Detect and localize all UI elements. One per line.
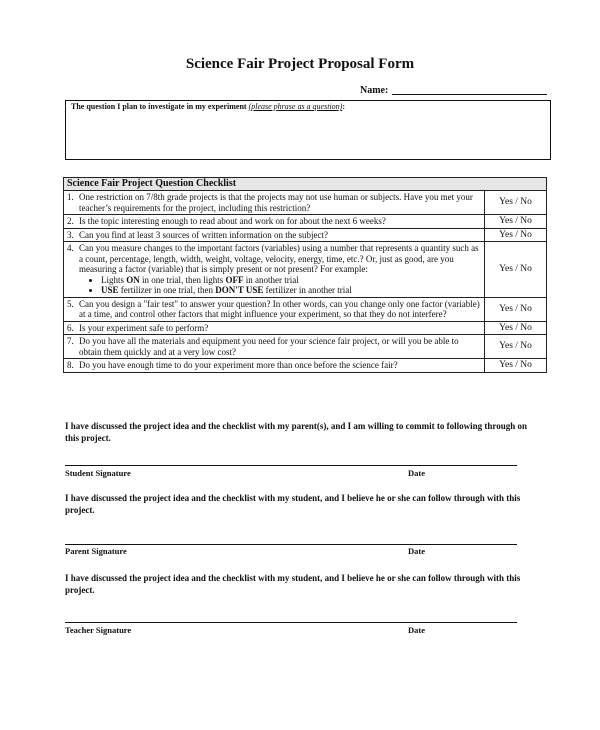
teacher-statement: I have discussed the project idea and the checklist with my student, and I believe he or she can follow through with this project. bbox=[65, 573, 521, 595]
checklist-row bbox=[64, 321, 547, 335]
question-box[interactable] bbox=[65, 100, 551, 160]
question-number: 2. bbox=[67, 216, 74, 226]
checklist-question bbox=[64, 242, 485, 298]
question-number: 3. bbox=[67, 229, 74, 240]
question-text: Can you find at least 3 sources of written information on the subject? bbox=[79, 229, 328, 240]
parent-signature-label: Parent Signature bbox=[65, 546, 127, 556]
checklist-row bbox=[64, 242, 547, 298]
checklist-row bbox=[64, 297, 547, 321]
checklist-row bbox=[64, 335, 547, 359]
example-item bbox=[101, 275, 481, 286]
parent-signature-line[interactable] bbox=[65, 544, 517, 545]
checklist-row bbox=[64, 228, 547, 242]
yes-no-answer[interactable]: Yes / No bbox=[485, 215, 547, 229]
yes-no-answer[interactable]: Yes / No bbox=[485, 191, 547, 215]
teacher-date-label: Date bbox=[408, 625, 425, 635]
checklist-question bbox=[64, 228, 485, 242]
student-date-label: Date bbox=[408, 468, 425, 478]
example-emphasis: DON'T USE bbox=[215, 285, 264, 295]
question-number: 1. bbox=[67, 192, 74, 202]
yes-no-answer[interactable]: Yes / No bbox=[485, 359, 547, 373]
question-text: Do you have all the materials and equipment you need for your science fair project, or will you be able to obtain them quickly and at a very low cost? bbox=[79, 336, 459, 357]
yes-no-answer[interactable]: Yes / No bbox=[485, 321, 547, 335]
question-colon: : bbox=[342, 102, 345, 111]
question-hint: (please phrase as a question) bbox=[248, 102, 343, 111]
checklist-row bbox=[64, 215, 547, 229]
example-emphasis: OFF bbox=[225, 274, 244, 285]
example-text: in another trial bbox=[243, 274, 299, 285]
checklist-table bbox=[63, 177, 547, 373]
yes-no-answer[interactable]: Yes / No bbox=[485, 242, 547, 298]
checklist-question bbox=[64, 359, 485, 373]
checklist-heading: Science Fair Project Question Checklist bbox=[64, 178, 547, 191]
checklist-row bbox=[64, 191, 547, 215]
question-text: Is the topic interesting enough to read about and work on for about the next 6 weeks? bbox=[79, 216, 386, 226]
yes-no-answer[interactable]: Yes / No bbox=[485, 228, 547, 242]
question-number: 5. bbox=[67, 298, 74, 309]
name-field[interactable] bbox=[360, 85, 547, 96]
checklist-question bbox=[64, 191, 485, 215]
example-text: fertilizer in one trial, then bbox=[118, 285, 216, 295]
yes-no-answer[interactable]: Yes / No bbox=[485, 297, 547, 321]
example-text: Lights bbox=[101, 274, 127, 285]
question-text: One restriction on 7/8th grade projects is that the projects may not use human or subjects. Have you met your teacher’s requirements for the project, including this restriction? bbox=[79, 192, 473, 213]
parent-statement: I have discussed the project idea and the checklist with my student, and I believe he or she can follow through with this project. bbox=[65, 493, 521, 515]
example-list bbox=[79, 275, 481, 296]
example-item bbox=[101, 285, 481, 296]
teacher-signature-line[interactable] bbox=[65, 622, 517, 623]
checklist-question bbox=[64, 297, 485, 321]
question-text: Do you have enough time to do your experiment more than once before the science fair? bbox=[79, 360, 398, 370]
page-title: Science Fair Project Proposal Form bbox=[185, 56, 415, 72]
checklist-question bbox=[64, 215, 485, 229]
example-emphasis: USE bbox=[101, 285, 119, 295]
question-number: 8. bbox=[67, 360, 74, 370]
question-text: Is your experiment safe to perform? bbox=[79, 322, 209, 333]
teacher-signature-label: Teacher Signature bbox=[65, 625, 132, 635]
question-label: The question I plan to investigate in my experiment bbox=[71, 102, 249, 111]
name-label: Name: bbox=[360, 85, 389, 96]
question-text: Can you measure changes to the important factors (variables) using a number that represents a quantity such as a count, percentage, length, width, weight, voltage, velocity, energy, time, etc.? Or, just as good, are you measuring a factor (variable) that is simply present or not present? For example: bbox=[79, 243, 479, 274]
student-signature-line[interactable] bbox=[65, 465, 517, 466]
question-number: 4. bbox=[67, 243, 74, 253]
parent-date-label: Date bbox=[408, 546, 425, 556]
checklist-question bbox=[64, 321, 485, 335]
checklist-question bbox=[64, 335, 485, 359]
yes-no-answer[interactable]: Yes / No bbox=[485, 335, 547, 359]
name-input-line[interactable] bbox=[392, 94, 547, 95]
question-text: Can you design a "fair test" to answer your question? In other words, can you change only one factor (variable) at a time, and control other factors that might influence your experiment, so that they do not interfere? bbox=[79, 298, 480, 319]
example-emphasis: ON bbox=[126, 274, 140, 285]
student-statement: I have discussed the project idea and the checklist with my parent(s), and I am willing to commit to following through on this project. bbox=[65, 421, 528, 443]
example-text: fertilizer in another trial bbox=[263, 285, 352, 295]
example-text: in one trial, then lights bbox=[139, 274, 226, 285]
question-number: 6. bbox=[67, 322, 74, 333]
student-signature-label: Student Signature bbox=[65, 468, 131, 478]
question-number: 7. bbox=[67, 336, 74, 346]
checklist-row bbox=[64, 359, 547, 373]
